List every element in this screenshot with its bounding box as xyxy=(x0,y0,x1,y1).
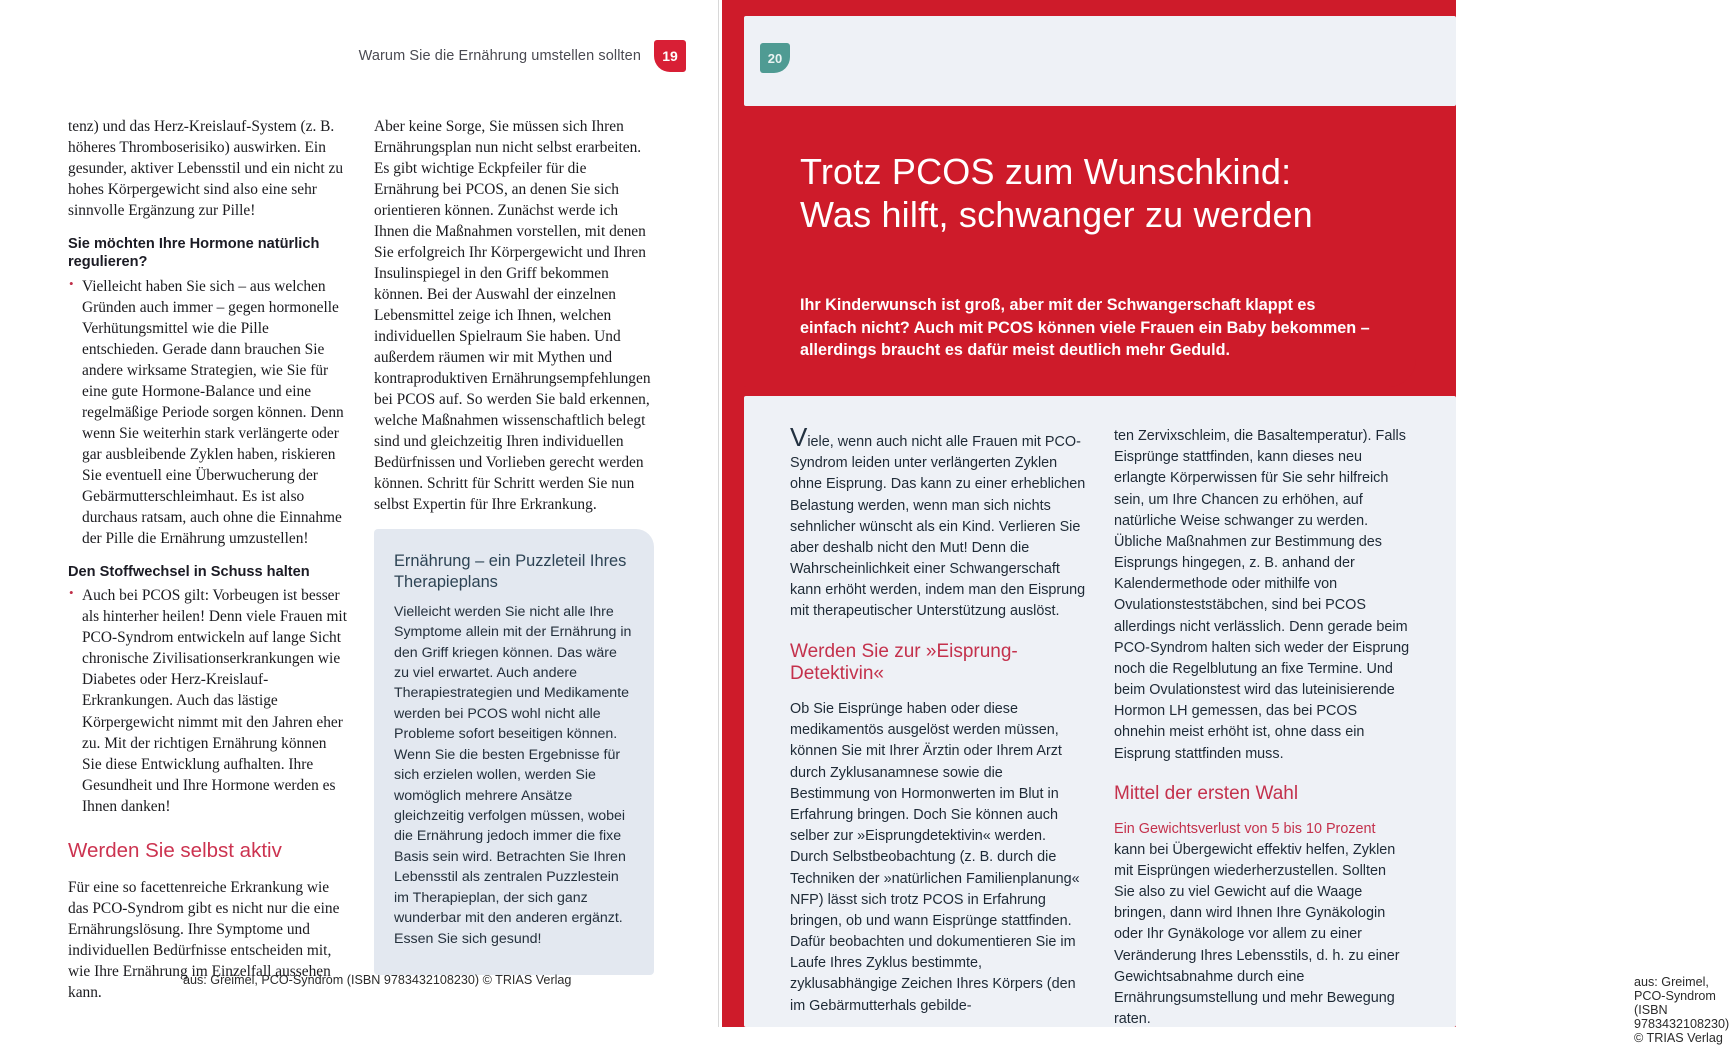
right-page-columns xyxy=(790,422,1410,1048)
section-heading-mittel-der-ersten-wahl: Mittel der ersten Wahl xyxy=(1114,782,1299,804)
paragraph-eckpfeiler: Aber keine Sorge, Sie müssen sich Ihren Ernährungsplan nun nicht selbst erarbeiten. Es gibt wichtige Eckpfeiler für die Ernährung bei PCOS, an denen Sie sich orientieren können. Zunächst werde ich Ihnen die Maßnahmen vorstellen, mit denen Sie erfolgreich Ihr Körpergewicht und Ihren Insulinspiegel in den Griff bekommen können. Bei der Auswahl der einzelnen Lebensmittel zeige ich Ihnen, welchen individuellen Spielraum Sie haben. Und außerdem räumen wir mit Mythen und kontraproduktiven Ernährungsempfehlungen bei PCOS auf. So werden Sie bald erkennen, welche Maßnahmen wissenschaftlich belegt sind und gleichzeitig Ihren individuellen Bedürfnissen und Vorlieben gerecht werden können. Schritt für Schritt werden Sie nun selbst Expertin für Ihre Erkrankung. xyxy=(374,118,651,514)
left-page-columns xyxy=(68,116,654,1017)
paragraph-eisprung-detection: Ob Sie Eisprünge haben oder diese medikamentös ausgelöst werden müssen, können Sie mit Ihrer Ärztin oder Ihrem Arzt durch Zyklusanamnese sowie die Bestimmung von Hormonwerten im Blut in Erfahrung bringen. Doch Sie können auch selber zur »Eisprungdetektivin« werden. Durch Selbstbeobachtung (z. B. durch die Techniken der »natürlichen Familienplanung« NFP) lässt sich trotz PCOS in Erfahrung bringen, ob und wann Eisprünge stattfinden. Dafür beobachten und dokumentieren Sie im Laufe Ihres Zyklus bestimmte, zyklusabhängige Zeichen Ihres Körpers (den im Gebärmutterhals gebilde- xyxy=(790,701,1080,1014)
subheading-metabolism: Den Stoffwechsel in Schuss halten xyxy=(68,564,310,581)
subheading-hormone-regulation: Sie möchten Ihre Hormone natürlich regulieren? xyxy=(68,236,320,271)
page-gutter xyxy=(718,0,722,1027)
info-box-body: Vielleicht werden Sie nicht alle Ihre Symptome allein mit der Ernährung in den Griff kriegen können. Das wäre zu viel erwartet. Auch andere Therapiestrategien und Medikamente werden bei PCOS wohl nicht alle Probleme sofort beseitigen können. Wenn Sie die besten Ergebnisse für sich erzielen wollen, werden Sie womöglich mehrere Ansätze gleichzeitig verfolgen müssen, wobei die Ernährung jedoch immer die fixe Basis sein wird. Betrachten Sie Ihren Lebensstil als zentralen Puzzlestein im Therapieplan, der sich ganz wunderbar mit den anderen ergänzt. Essen Sie sich gesund! xyxy=(394,603,632,947)
paragraph-active: Für eine so facettenreiche Erkrankung wie das PCO-Syndrom gibt es nicht nur die eine Ernährungslösung. Ihre Symptome und individuellen Bedürfnisse entscheiden mit, wie Ihre Ernährung im Einzelfall aussehen kann. xyxy=(68,879,340,1002)
page-number-badge-20: 20 xyxy=(760,43,790,73)
paragraph-gewichtsverlust xyxy=(1114,819,1410,1031)
right-column-1 xyxy=(790,422,1086,1048)
paragraph-intro-dropcap: Viele, wenn auch nicht alle Frauen mit PCO-Syndrom leiden unter verlängerten Zyklen ohne Eisprung. Das kann zu einer erheblichen Belastung werden, wenn man sich nichts sehnlicher wünscht als ein Kind. Verlieren Sie aber deshalb nicht den Mut! Denn die Wahrscheinlichkeit einer Schwangerschaft kann erhöht werden, indem man den Eisprung mit therapeutischer Unterstützung auslöst. xyxy=(790,422,1086,620)
bullet-list-hormones xyxy=(68,276,348,549)
running-head-bar xyxy=(0,38,718,74)
chapter-title-line-1: Trotz PCOS zum Wunschkind: xyxy=(800,151,1292,192)
right-column-2 xyxy=(1114,426,1410,1048)
paragraph-continuation: tenz) und das Herz-Kreislauf-System (z. B. höheres Thromboserisiko) auswirken. Ein gesunder, aktiver Lebensstil und ein nicht zu hohes Körpergewicht sind also eine sehr sinnvolle Ergänzung zur Pille! xyxy=(68,118,344,220)
bullet-list-metabolism xyxy=(68,585,348,816)
list-item: • Vielleicht haben Sie sich – aus welchen Gründen auch immer – gegen hormonelle Verhütungsmittel wie die Pille entschieden. Gerade dann brauchen Sie andere wirksame Strategien, wie Sie für eine gute Hormone-Balance und eine regelmäßige Periode sorgen können. Denn wenn Sie weiterhin stark verlängerte oder gar ausbleibende Zyklen haben, riskieren Sie eventuell eine Überwucherung der Gebärmutterschleimhaut. Es ist also durchaus ratsam, auch ohne die Einnahme der Pille die Ernährung umzustellen! xyxy=(68,276,348,549)
left-page xyxy=(0,0,718,1027)
credit-right: aus: Greimel, PCO-Syndrom (ISBN 9783432108230) © TRIAS Verlag xyxy=(1634,975,1729,1045)
credit-left: aus: Greimel, PCO-Syndrom (ISBN 9783432108230) © TRIAS Verlag xyxy=(183,973,572,987)
page-number-badge-19: 19 xyxy=(654,40,686,72)
left-column-2 xyxy=(374,116,654,1017)
chapter-title-block xyxy=(744,122,1416,387)
paragraph-zervixschleim: ten Zervixschleim, die Basaltemperatur). Falls Eisprünge stattfinden, kann dieses neu erlangte Körperwissen für Sie sehr hilfreich sein, um Ihre Chancen zu erhöhen, auf natürliche Weise schwanger zu werden. Übliche Maßnahmen zur Bestimmung des Eisprungs hingegen, z. B. anhand der Kalendermethode oder mithilfe von Ovulationsteststäbchen, sind bei PCOS allerdings nicht verlässlich. Denn gerade beim PCO-Syndrom halten sich weder der Eisprung noch die Regelblutung an fixe Termine. Und beim Ovulationstest wird das luteinisierende Hormon LH gemessen, das bei PCOS ohnehin meist erhöht ist, ohne dass ein Eisprung stattfinden muss. xyxy=(1114,428,1410,762)
section-heading-eisprung-detektivin: Werden Sie zur »Eisprung-Detektivin« xyxy=(790,640,1018,685)
left-column-1 xyxy=(68,116,348,1017)
info-box-ernaehrung-puzzleteil xyxy=(374,529,654,975)
running-head-text: Warum Sie die Ernährung umstellen sollten xyxy=(358,48,641,64)
info-box-title: Ernährung – ein Puzzleteil Ihres Therapieplans xyxy=(394,552,627,591)
section-heading-werden-sie-selbst-aktiv: Werden Sie selbst aktiv xyxy=(68,838,282,862)
chapter-standfirst: Ihr Kinderwunsch ist groß, aber mit der Schwangerschaft klappt es einfach nicht? Auch mit PCOS können viele Frauen ein Baby bekommen – allerdings braucht es dafür meist deutlich mehr Geduld. xyxy=(800,296,1370,360)
list-item: • Auch bei PCOS gilt: Vorbeugen ist besser als hinterher heilen! Denn viele Frauen mit PCO-Syndrom entwickeln auf lange Sicht chronische Zivilisationserkrankungen wie Diabetes oder Herz-Kreislauf-Erkrankungen. Auch das lästige Körpergewicht nimmt mit den Jahren eher zu. Mit der richtigen Ernährung können Sie diese Entwicklung aufhalten. Ihre Gesundheit und Ihre Hormone werden es Ihnen danken! xyxy=(68,585,348,816)
right-page-top-panel xyxy=(744,16,1456,106)
chapter-title-line-2: Was hilft, schwanger zu werden xyxy=(800,194,1313,236)
highlighted-lead-in: Ein Gewichtsverlust von 5 bis 10 Prozent xyxy=(1114,820,1376,837)
paragraph-gewichtsverlust-rest: kann bei Übergewicht effektiv helfen, Zyklen mit Eisprüngen wiederherzustellen. Sollten Sie also zu viel Gewicht auf die Waage bringen, dann wird Ihnen Ihre Gynäkologin oder Ihr Gynäkologe vor allem zu einer Veränderung Ihres Lebensstils, d. h. zu einer Gewichtsabnahme durch eine Ernährungsumstellung und mehr Bewegung raten. xyxy=(1114,841,1400,1028)
